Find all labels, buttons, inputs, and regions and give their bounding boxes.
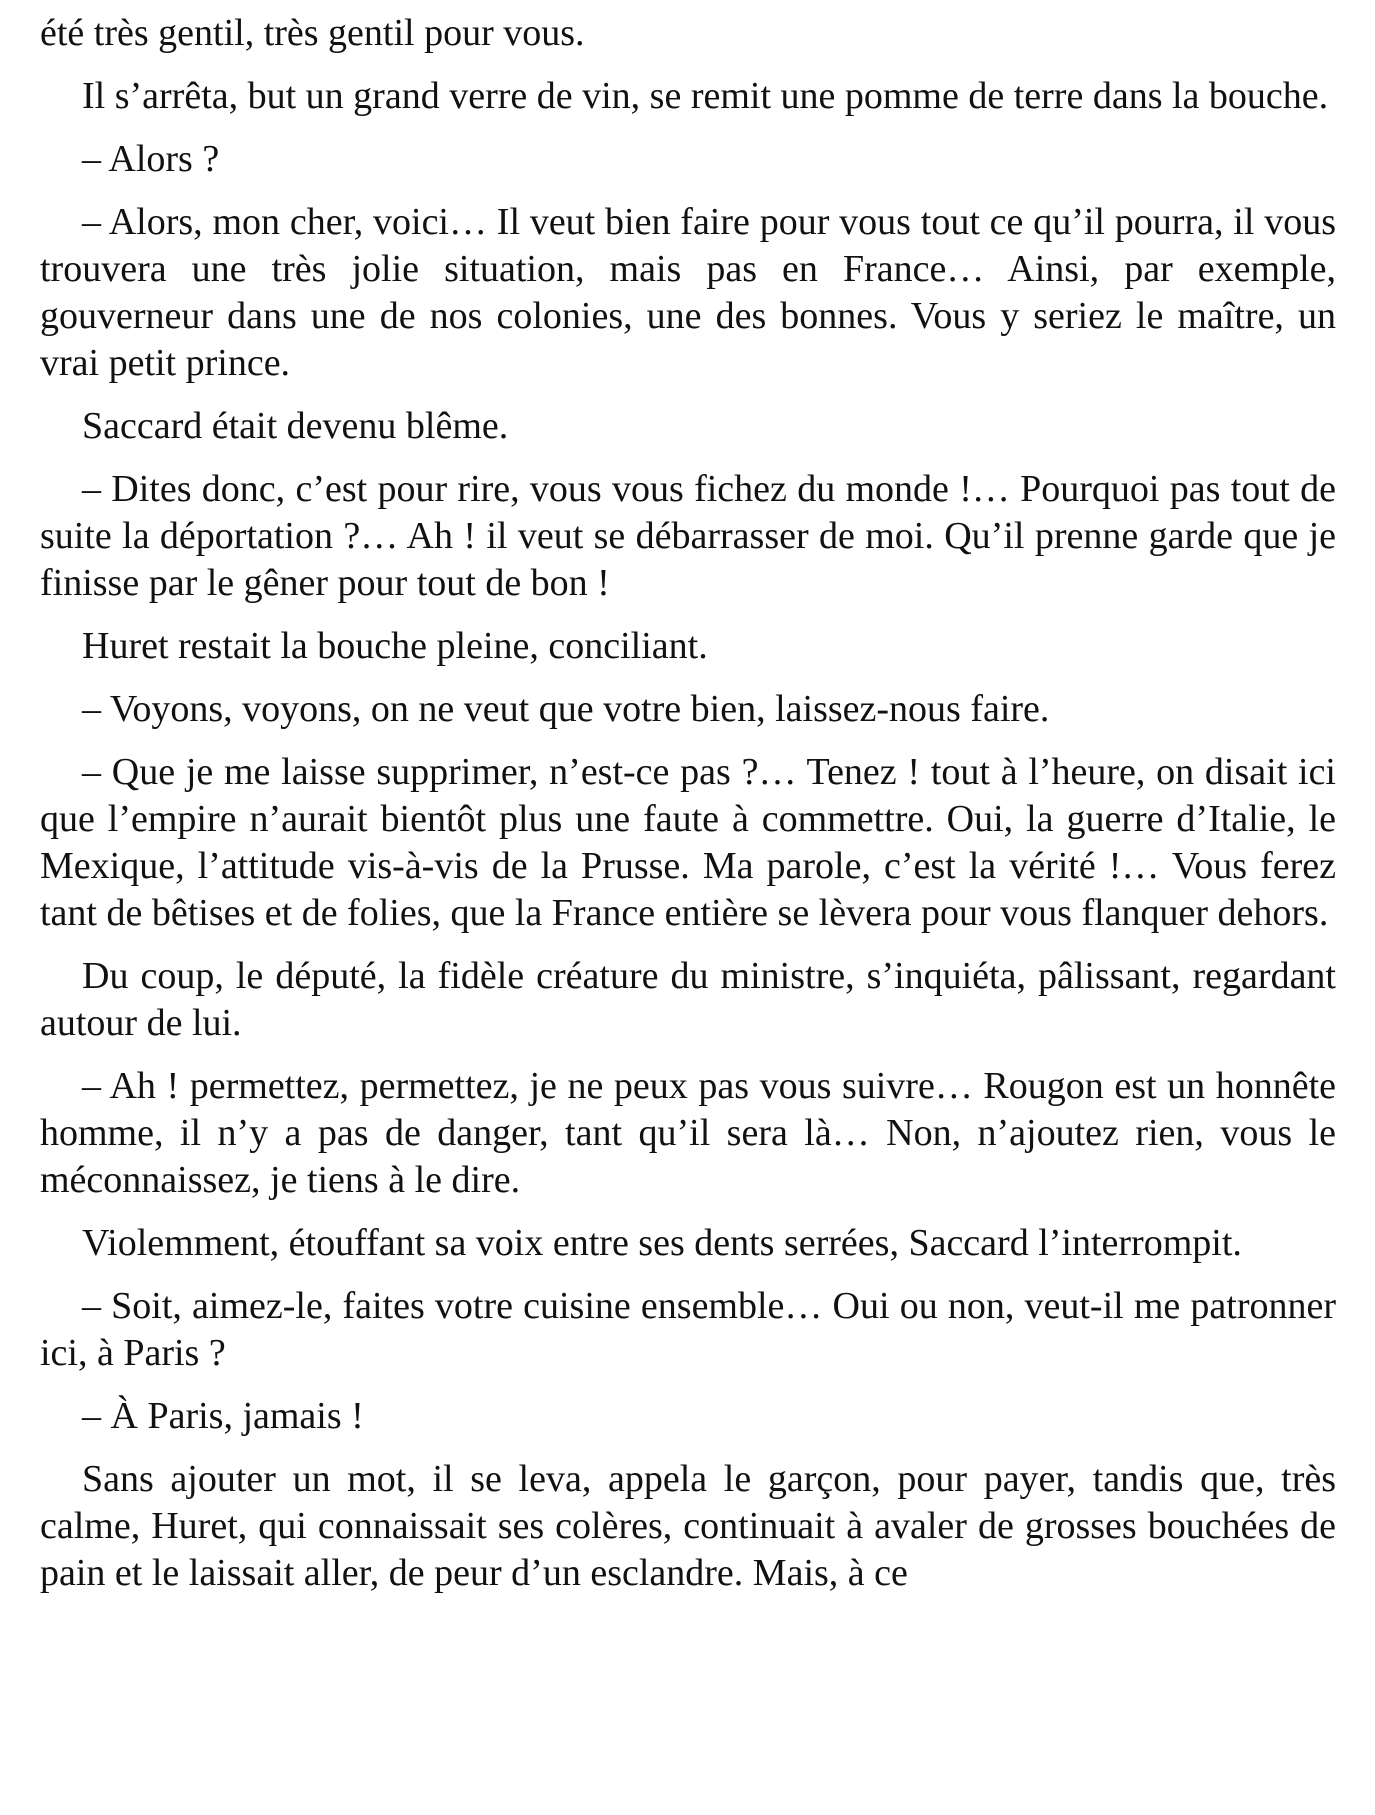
paragraph: Sans ajouter un mot, il se leva, appela le garçon, pour payer, tandis que, très calme, Huret, qui connaissait ses colères, continuait à avaler de grosses bouchées de pain et le laissait aller, de peur d’un esclandre. Mais, à ce — [40, 1458, 1336, 1594]
dialogue-line: – Ah ! permettez, permettez, je ne peux pas vous suivre… Rougon est un honnête homme, il n’y a pas de danger, tant qu’il sera là… Non, n’ajoutez rien, vous le méconnaissez, je tiens à le dire. — [40, 1065, 1336, 1201]
dialogue-line: – À Paris, jamais ! — [82, 1395, 364, 1437]
paragraph: Saccard était devenu blême. — [82, 405, 509, 447]
dialogue-line: – Soit, aimez-le, faites votre cuisine ensemble… Oui ou non, veut-il me patronner ici, à Paris ? — [40, 1285, 1336, 1374]
paragraph: Huret restait la bouche pleine, conciliant. — [82, 625, 708, 667]
paragraph: Violemment, étouffant sa voix entre ses dents serrées, Saccard l’interrompit. — [82, 1222, 1242, 1264]
page-body — [40, 10, 1336, 1613]
paragraph: Il s’arrêta, but un grand verre de vin, se remit une pomme de terre dans la bouche. — [82, 75, 1329, 117]
dialogue-line: – Voyons, voyons, on ne veut que votre bien, laissez-nous faire. — [82, 688, 1050, 730]
dialogue-line: – Alors ? — [82, 138, 220, 180]
dialogue-line: – Alors, mon cher, voici… Il veut bien faire pour vous tout ce qu’il pourra, il vous trouvera une très jolie situation, mais pas en France… Ainsi, par exemple, gouverneur dans une de nos colonies, une des bonnes. Vous y seriez le maître, un vrai petit prince. — [40, 201, 1336, 384]
dialogue-line: – Que je me laisse supprimer, n’est-ce pas ?… Tenez ! tout à l’heure, on disait ici que l’empire n’aurait bientôt plus une faute à commettre. Oui, la guerre d’Italie, le Mexique, l’attitude vis-à-vis de la Prusse. Ma parole, c’est la vérité !… Vous ferez tant de bêtises et de folies, que la France entière se lèvera pour vous flanquer dehors. — [40, 751, 1336, 934]
dialogue-line: – Dites donc, c’est pour rire, vous vous fichez du monde !… Pourquoi pas tout de suite la déportation ?… Ah ! il veut se débarrasser de moi. Qu’il prenne garde que je finisse par le gêner pour tout de bon ! — [40, 468, 1336, 604]
paragraph: Du coup, le député, la fidèle créature du ministre, s’inquiéta, pâlissant, regardant autour de lui. — [40, 955, 1336, 1044]
paragraph-continued: été très gentil, très gentil pour vous. — [40, 12, 585, 54]
